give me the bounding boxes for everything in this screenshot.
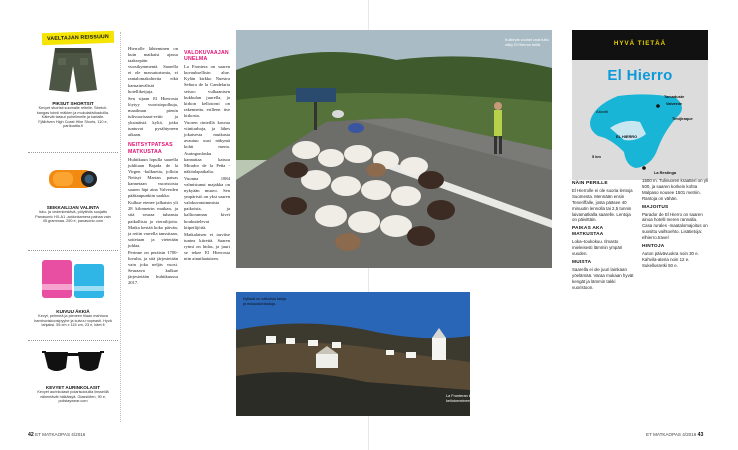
footer-right — [646, 432, 703, 438]
column-rule — [120, 32, 121, 422]
paragraph: La Frontera on saaren kuvauksellisin alue. Kylän kirkko Nuestra Señora de la Candelaria seisoo vulkaanisen kukkulan juurella, ja kirkon kellotorni on rakennettu erilleen itse kirkosta. — [184, 64, 230, 118]
gear-desc: Kevyt, pehmeä ja pieneen tilaan mahtuva bambuviskoosipyyhe ja kuivuu nopeasti. Hyvä lahjaksi, 55 cm x 115 cm, 23 e, käet.fi — [34, 314, 112, 328]
goats-road-photo — [236, 30, 552, 268]
gear-name: KEVYET AURINKOLASIT — [45, 385, 101, 390]
paragraph: Huhtikuun lopulla saarella juhlitaan Bajada de la Virgen -kulkuetta, jolloin Neitsyt Marian patsas kannetaan vuoristosta saaren läpi aina Valverden pääkaupunkiin saakka. — [128, 156, 178, 199]
fact-heading: PAIKAS AKA MATKUSTAA — [572, 226, 604, 238]
towel-icon — [38, 254, 108, 302]
fact-text: Parador de El Hierro on saaren ainoa hotelli meren rannalla. Casa rurales -maatalomajoitus on suosittu vaihtoehto. Lisätietoja: elhierro.travel — [642, 211, 708, 241]
gear-item-sunglasses — [28, 344, 118, 404]
info-header — [572, 30, 708, 60]
divider — [28, 340, 118, 341]
article-column-2 — [184, 46, 230, 263]
fact-heading: NÄIN PERILLE — [572, 181, 608, 186]
fact-heading: HINTOJA — [642, 244, 665, 250]
paragraph: Perinne on peräisin 1700-luvulta, ja sitä järjestetään vain joka neljäs vuosi. Seuraava kulkue järjestetään huhtikuussa 2017. — [128, 250, 178, 286]
fact-heading: MAJOITUS — [642, 204, 669, 210]
map-label: Tamaduste — [664, 94, 685, 99]
article-column-1 — [128, 46, 178, 288]
gear-desc: Kevyet shortsit suomalle reitelle. Stretch-kangas toimii mäkien ja mukulakivikaduilla. Kätevät taskut puhelimelle ja kartalle. Fjällräven High Coast Hike Shorts, 110 e, partioaitta.fi — [36, 106, 110, 129]
divider — [28, 250, 118, 251]
paragraph: Hierrolle lähteminen on kuin matkaisi ajassa taaksepäin vuosikymmeniä. Saarella ei ole massaturismia, ei rantalomakohteita eikä kansainvälisiä hotelliketjuja. — [128, 46, 178, 94]
info-title: El Hierro — [607, 67, 673, 84]
gear-name: KUIVUU ÄKKIÄ — [56, 309, 90, 314]
fact-heading: MUISTA — [572, 259, 592, 265]
footer-left — [28, 432, 85, 438]
gear-column — [28, 24, 118, 424]
action-camera-icon — [43, 158, 103, 198]
gear-item-camera — [28, 158, 118, 224]
paragraph: Vuonna 1884 valmistunut majakka on nykyään museo. Sen ympäristö on yksi saaren valokuvatuimmista paikoista, ja kalliorannan kivet houkuttelevat kiipeilijöitä. — [184, 175, 230, 230]
coast-image — [236, 292, 470, 416]
facts-column-1 — [572, 178, 636, 291]
page-number: 42 — [28, 432, 34, 438]
info-kicker: HYVÄ TIETÄÄ — [613, 40, 667, 47]
fact-text: El Hierrolle ei ole suoria lentoja Suomesta. Mennään ensin Teneriffalle, josta pääsee 40 minuutin lennolla tai 2,5 tunnin laivamatkalla saarelle. Lentoja on päivittäin. — [572, 187, 633, 223]
goats-road-image — [236, 30, 552, 268]
fact-text: Auton päivävuokra noin 30 e. Kahvila-ateria noin 12 e. Sukellusretki 50 e. — [642, 250, 699, 268]
map-label: La Restinga — [654, 170, 677, 175]
map-label: 5 km — [592, 154, 601, 159]
gear-item-shorts — [28, 46, 118, 129]
coast-church-photo — [236, 292, 470, 416]
photo-caption: La Fronteran kirkko kellotorneineen. — [446, 394, 479, 403]
map-label: Timijiraque — [672, 116, 693, 121]
gear-desc: Kevyet aurinkolasit polarisoiduilla linsseillä vähentävät häikäisyä. Glasslöfen, 90 e, polistaywear.com — [37, 390, 109, 404]
fact-text: Loka–toukokuu. Ilmasto mieleisesti lämmin ympäri vuoden. — [572, 239, 623, 256]
map-label: Atlantti — [596, 109, 608, 114]
gear-banner: VAELTAJAN REISSUUN — [42, 31, 114, 46]
fact-text: 1500 m. Tulivuoren kraatteri on yli 500, ja saaren korkein kohta Malpaso nousee 1501 metriin. Rantoja on vähän. — [642, 178, 708, 201]
facts-column-2 — [642, 178, 708, 270]
map-label: Valverde — [666, 101, 683, 106]
paragraph: Kulkue etenee jalkaisin yli 28 kilometrin matkan, ja sitä seuraa tuhansia paikallisia ja vierailijoita. Matka kestää koko päivän, ja reitin varrella tanssitaan, soitetaan ja vietetään juhlaa. — [128, 200, 178, 248]
fact-text: Saarella ei ole juuri lainkaan yöelämää. Varaa mukaan hyvät kengät ja lämmin takki vuoristoon. — [572, 266, 634, 290]
footer-text: ET MATKAOPAS 4/2016 — [35, 432, 86, 437]
paragraph: Sen sijaan El Hierrosta löytyy vuoristopolkuja, maailman pienin tulivuorisaari-reitti ja yksinäisiä kyliä, jotka tuntuvat pysähtyneen aikaan. — [128, 95, 178, 138]
divider — [28, 152, 118, 153]
photo-caption: Kylissä on valkoisia taloja ja mukulakivikatuja. — [243, 297, 287, 306]
subheading: VALOKUVAAJAN UNELMA — [184, 50, 229, 63]
gear-name: PIKSUT SHORTSIT — [52, 101, 94, 106]
photo-caption: Kulkevat vuohet ovat tuttu näky El Hierron teillä. — [505, 38, 549, 47]
shorts-icon — [43, 46, 103, 94]
map-label: EL HIERRO — [616, 134, 638, 139]
page-number: 43 — [697, 432, 704, 438]
paragraph: Vuoren rinteillä kasvaa viinitarhoja, ja lähes jokaisesta mutkasta avautuu uusi näkymä kohti merta. Auringonlasku kannattaa katsoa Mirador de la Peña -näköalapaikalta. — [184, 120, 230, 174]
paragraph: Matkalaisen ei tarvitse tuntea kiirettä. Saaren rytmi on hidas, ja juuri se tekee El Hierrosta niin ainutlaatuisen. — [184, 231, 230, 262]
gear-desc: Isku- ja vedenkestävä, pölytiiviis suojattu Panasonic HX-A1 -actionkamera painaa vain 45 grammaa. 250 e, panasonic.com — [35, 210, 111, 224]
sunglasses-icon — [40, 344, 106, 378]
gear-item-towel — [28, 254, 118, 328]
subheading: NEITSYTPATSAS MATKUSTAA — [128, 142, 173, 155]
gear-name: SEIKKAILIJAN VALINTA — [46, 205, 100, 210]
footer-text: ET MATKAOPAS 4/2016 — [646, 432, 697, 437]
info-box — [572, 30, 708, 180]
